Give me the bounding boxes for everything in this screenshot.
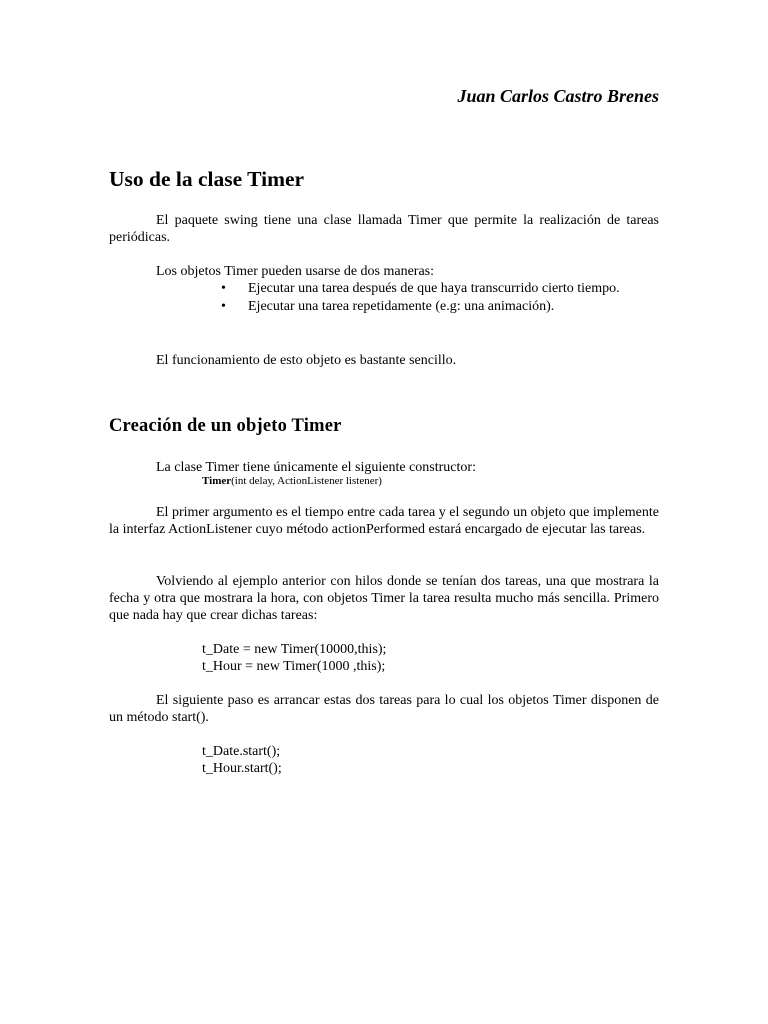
- author-name: Juan Carlos Castro Brenes: [457, 86, 659, 106]
- list-item: [221, 280, 659, 297]
- example-paragraph: Volviendo al ejemplo anterior con hilos donde se tenían dos tareas, una que mostrara la fecha y otra que mostrara la hora, con objetos Timer la tarea resulta mucho más sencilla. Primero que nada hay que crear dichas tareas:: [109, 574, 659, 623]
- bullet-icon: •: [221, 299, 226, 314]
- closing-paragraph: El funcionamiento de esto objeto es bastante sencillo.: [156, 353, 457, 368]
- start-paragraph: El siguiente paso es arrancar estas dos tareas para lo cual los objetos Timer disponen de un método start().: [109, 693, 659, 725]
- uses-bullet-list: [221, 280, 659, 316]
- code-line: t_Date.start();: [202, 744, 281, 759]
- list-item: [221, 298, 659, 315]
- bullet-icon: •: [221, 281, 226, 296]
- constructor-name: Timer: [202, 475, 232, 487]
- uses-lead-paragraph: Los objetos Timer pueden usarse de dos maneras:: [156, 264, 435, 279]
- section-title-timer-usage: Uso de la clase Timer: [109, 167, 305, 191]
- code-line: t_Hour.start();: [202, 761, 282, 776]
- section-title-timer-creation: Creación de un objeto Timer: [109, 416, 342, 436]
- bullet-text: Ejecutar una tarea repetidamente (e.g: una animación).: [248, 299, 555, 314]
- arguments-paragraph: El primer argumento es el tiempo entre cada tarea y el segundo un objeto que implemente la interfaz ActionListener cuyo método actionPerformed estará encargado de ejecutar las tareas.: [109, 505, 659, 537]
- bullet-text: Ejecutar una tarea después de que haya transcurrido cierto tiempo.: [248, 281, 620, 296]
- intro-paragraph: El paquete swing tiene una clase llamada Timer que permite la realización de tareas periódicas.: [109, 213, 659, 245]
- constructor-signature: [202, 475, 382, 488]
- constructor-lead-paragraph: La clase Timer tiene únicamente el siguiente constructor:: [156, 460, 476, 475]
- code-line: t_Hour = new Timer(1000 ,this);: [202, 659, 386, 674]
- constructor-params: (int delay, ActionListener listener): [231, 475, 382, 487]
- code-line: t_Date = new Timer(10000,this);: [202, 642, 387, 657]
